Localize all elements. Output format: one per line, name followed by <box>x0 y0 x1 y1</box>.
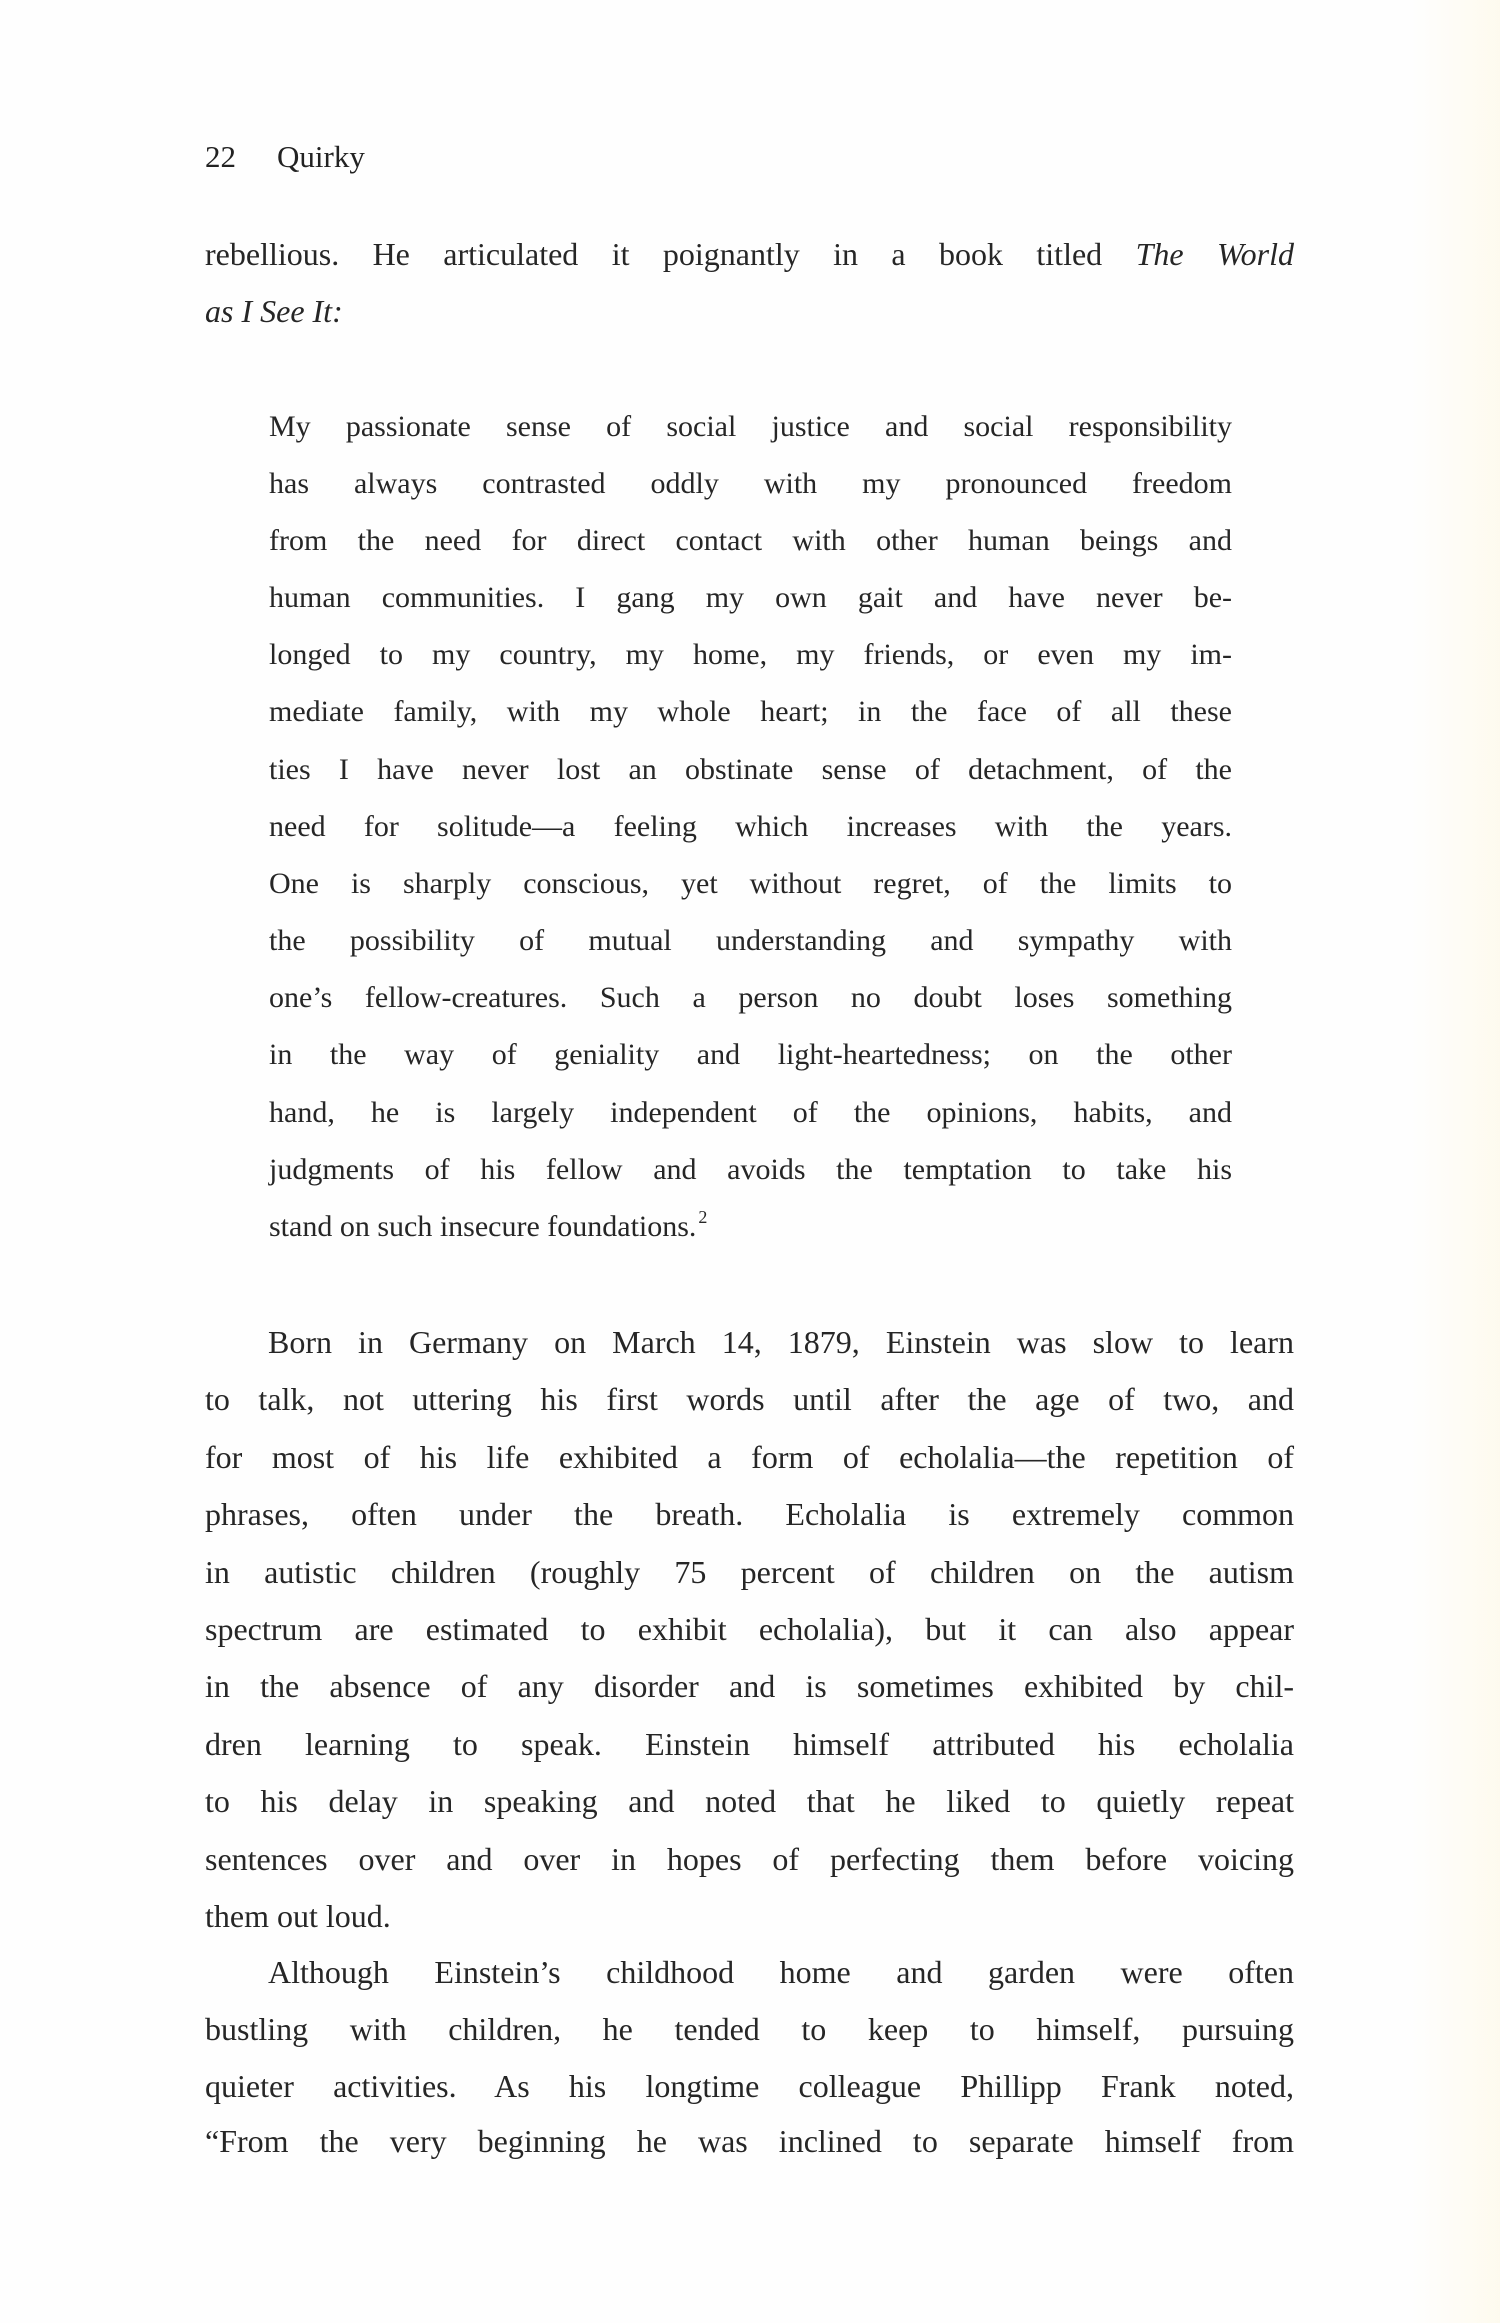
text-line: bustling with children, he tended to keep to himself, pursuing <box>205 2011 1294 2047</box>
text-line: in autistic children (roughly 75 percent of children on the autism <box>205 1554 1294 1590</box>
quote-line: in the way of geniality and light-heartedness; on the other <box>269 1038 1232 1071</box>
quote-line: ties I have never lost an obstinate sense of detachment, of the <box>269 753 1232 786</box>
text-line: dren learning to speak. Einstein himself attributed his echolalia <box>205 1726 1294 1762</box>
text-line: “From the very beginning he was inclined to separate himself from <box>205 2123 1294 2159</box>
text-line: quieter activities. As his longtime colleague Phillipp Frank noted, <box>205 2068 1294 2104</box>
quote-line: hand, he is largely independent of the opinions, habits, and <box>269 1096 1232 1129</box>
text-line: spectrum are estimated to exhibit echolalia), but it can also appear <box>205 1611 1294 1647</box>
text-line <box>205 238 1294 270</box>
text-line: sentences over and over in hopes of perfecting them before voicing <box>205 1841 1294 1877</box>
text-line: for most of his life exhibited a form of echolalia—the repetition of <box>205 1439 1294 1475</box>
text-line: Born in Germany on March 14, 1879, Einstein was slow to learn <box>268 1324 1294 1360</box>
quote-line: One is sharply conscious, yet without regret, of the limits to <box>269 867 1232 900</box>
page-number: 22 <box>205 139 236 174</box>
quote-line: mediate family, with my whole heart; in the face of all these <box>269 695 1232 728</box>
quote-line <box>269 1207 1232 1243</box>
quote-line: need for solitude—a feeling which increases with the years. <box>269 810 1232 843</box>
quote-line: My passionate sense of social justice and social responsibility <box>269 410 1232 443</box>
text-line: them out loud. <box>205 1898 391 1934</box>
quote-line: from the need for direct contact with other human beings and <box>269 524 1232 557</box>
footnote-marker[interactable]: 2 <box>698 1207 708 1227</box>
book-title: Quirky <box>277 139 365 174</box>
book-title-italic: The World <box>1135 236 1295 272</box>
text-line <box>205 295 1294 327</box>
quote-line: one’s fellow-creatures. Such a person no doubt loses something <box>269 981 1232 1014</box>
text-line: in the absence of any disorder and is sometimes exhibited by chil- <box>205 1668 1294 1704</box>
quote-line: the possibility of mutual understanding and sympathy with <box>269 924 1232 957</box>
quote-line: longed to my country, my home, my friends, or even my im- <box>269 638 1232 671</box>
page-edge-tint <box>1410 0 1500 2323</box>
book-title-italic: as I See It: <box>205 293 343 329</box>
text-line: Although Einstein’s childhood home and garden were often <box>268 1954 1294 1990</box>
quote-line: has always contrasted oddly with my pronounced freedom <box>269 467 1232 500</box>
text-span: stand on such insecure foundations. <box>269 1210 697 1243</box>
running-head <box>205 141 365 174</box>
quote-line: judgments of his fellow and avoids the temptation to take his <box>269 1153 1232 1186</box>
quote-line: human communities. I gang my own gait and have never be- <box>269 581 1232 614</box>
text-line: phrases, often under the breath. Echolalia is extremely common <box>205 1496 1294 1532</box>
text-line: to talk, not uttering his first words until after the age of two, and <box>205 1381 1294 1417</box>
text-span: rebellious. He articulated it poignantly in a book titled <box>205 236 1136 272</box>
text-line: to his delay in speaking and noted that he liked to quietly repeat <box>205 1783 1294 1819</box>
